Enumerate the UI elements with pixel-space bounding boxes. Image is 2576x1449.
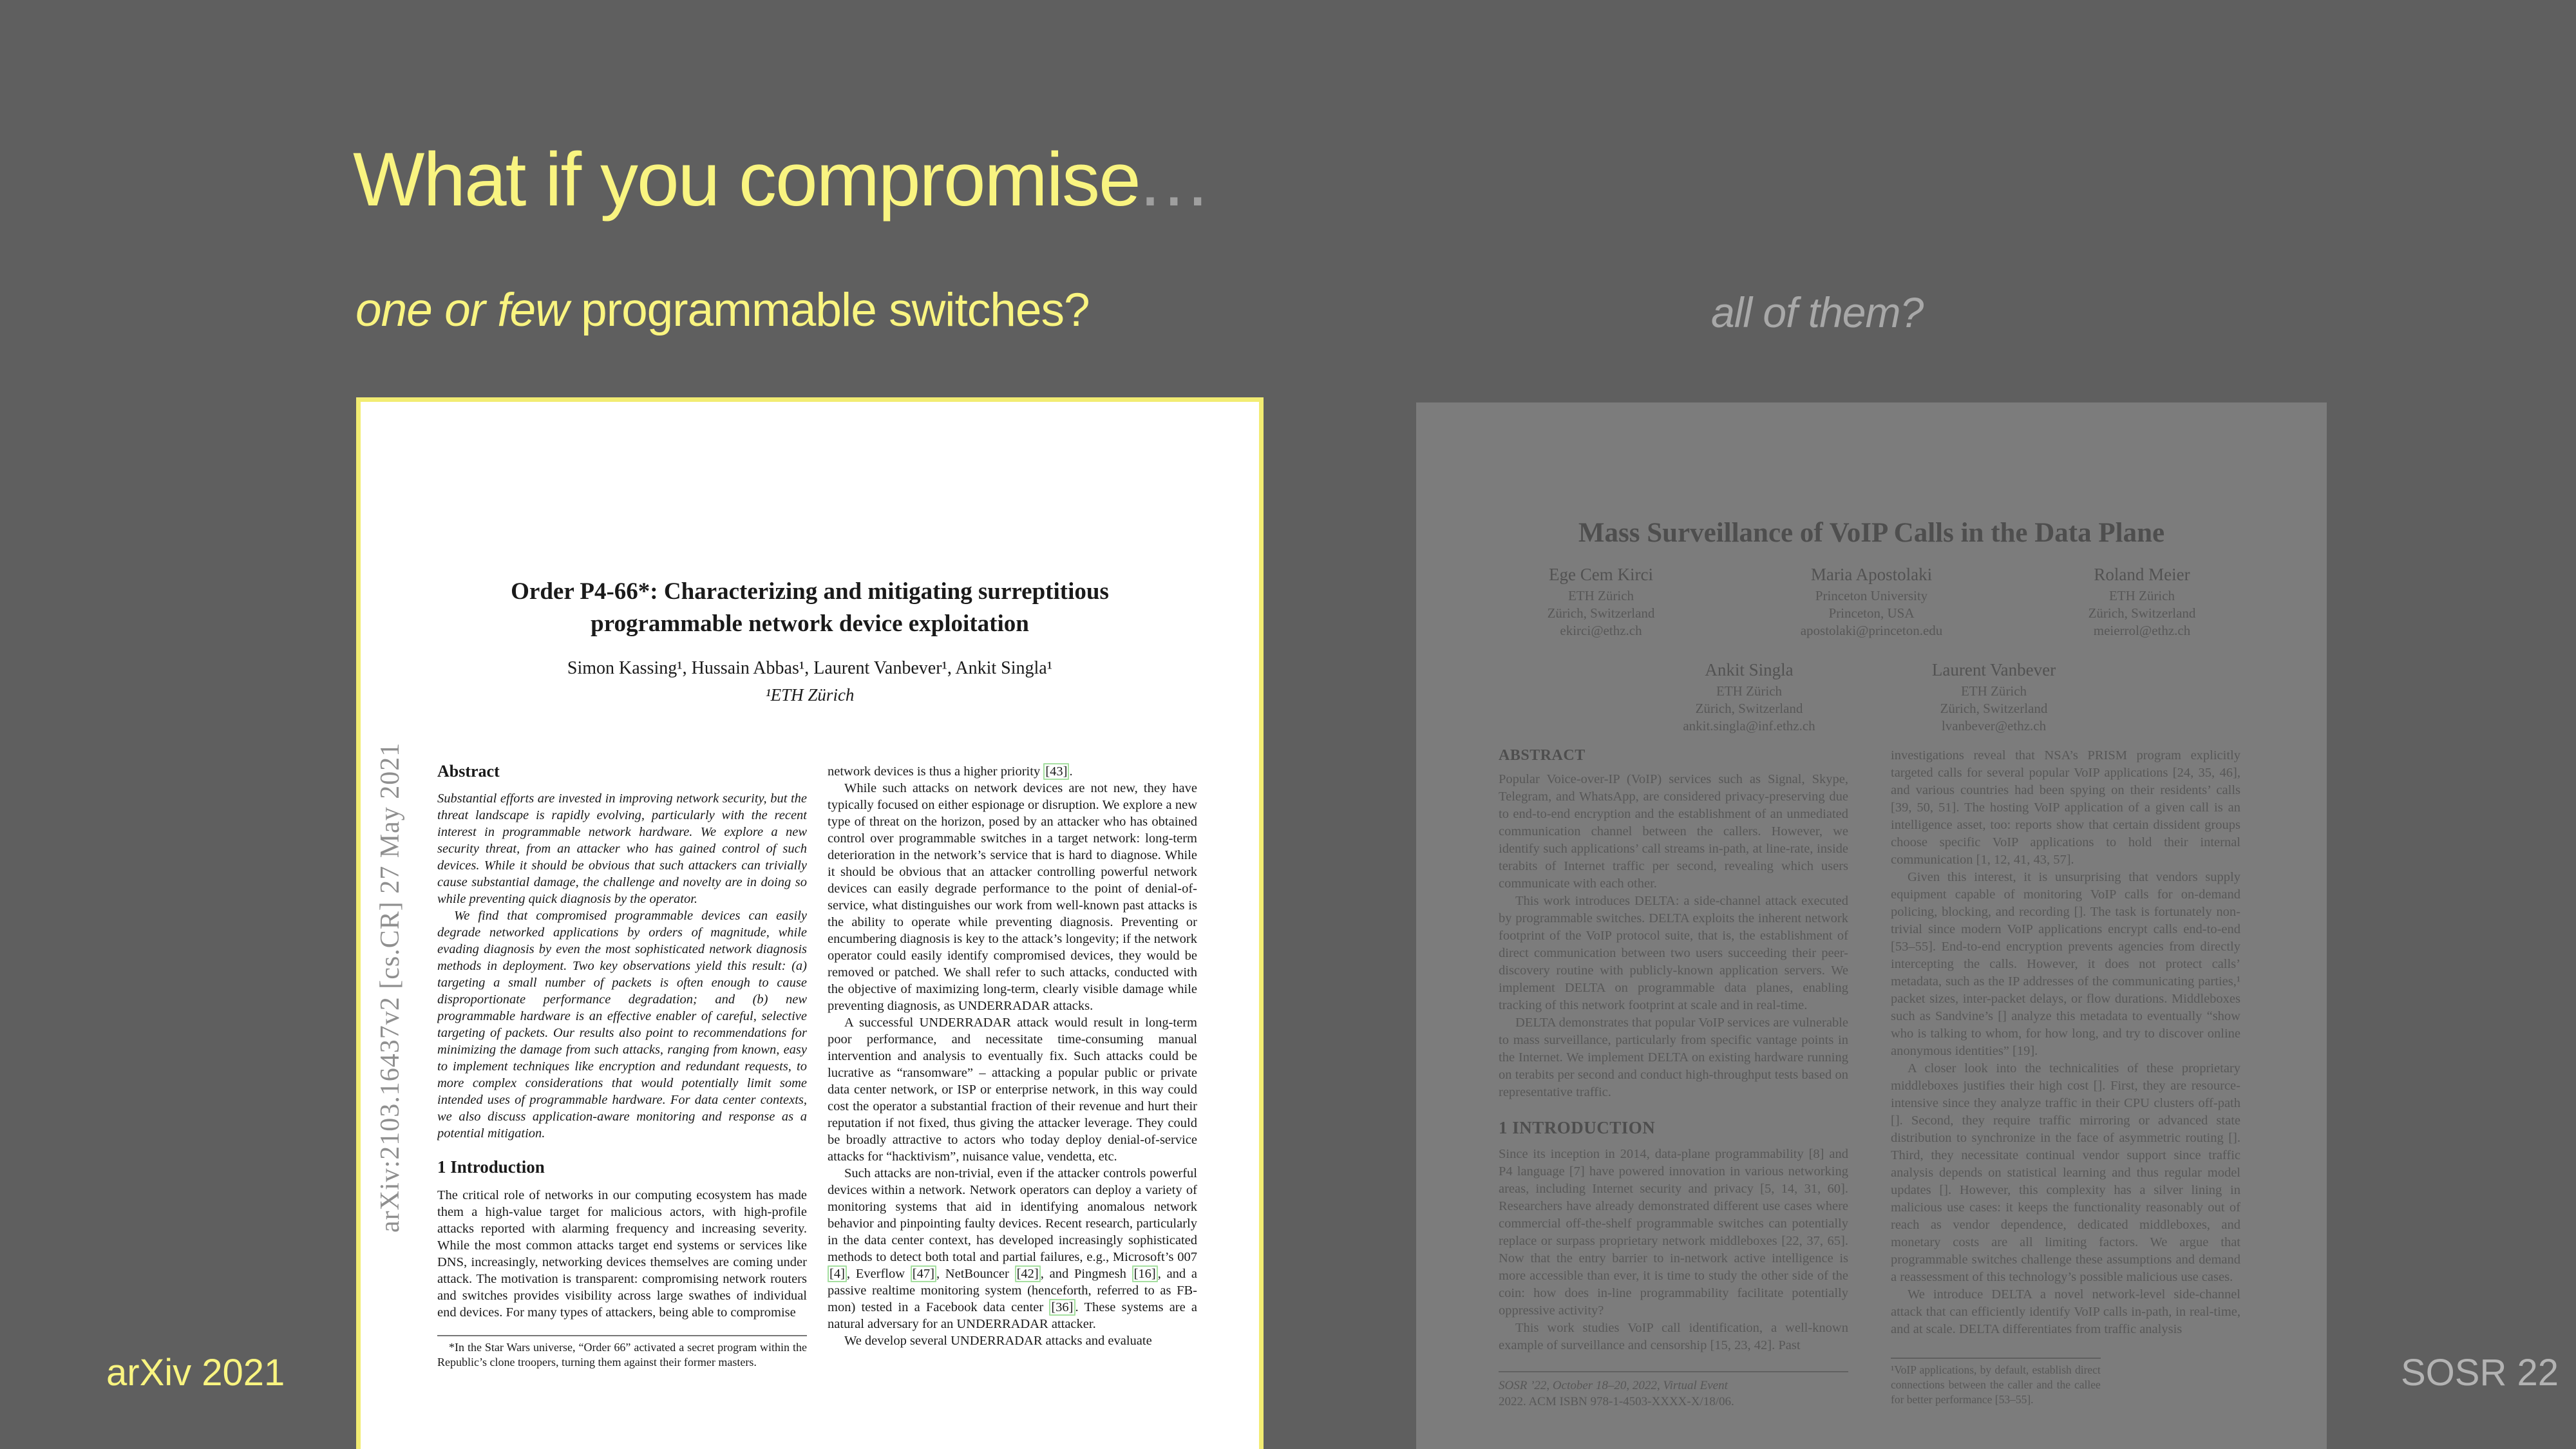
author-block [1675, 660, 1823, 735]
subtitle-left-emphasis: one or few [355, 284, 569, 336]
author-email: apostolaki@princeton.edu [1800, 623, 1943, 638]
author-name: Laurent Vanbever [1931, 660, 2056, 679]
abstract-paragraph: DELTA demonstrates that popular VoIP services are vulnerable to mass surveillance, particularly from specific vantage points in the Internet. We implement DELTA on existing hardware running on terabits per second and conduct high-throughput tests based on representative traffic. [1499, 1016, 1848, 1099]
slide-title-ellipsis: ... [1139, 137, 1211, 222]
abstract-paragraph: We find that compromised programmable devices can easily degrade networked applications by orders of magnitude, while evading diagnosis by even the most sophisticated network diagnosis methods in deployment. Two key observations yield this result: (a) targeting a small number of packets is often enough to cause disproportionate performance degradation; and (b) new programmable hardware is an effective enabler of careful, selective targeting of packets. Our results also point to recommendations for minimizing the damage from such attacks, ranging from known, easy to implement techniques like encryption and redundant requests, to more complex considerations that would potentially limit some intended uses of programmable hardware. For data center contexts, we also discuss application-aware monitoring and response as a potential mitigation. [437, 909, 807, 1141]
author-email: lvanbever@ethz.ch [1941, 718, 2047, 734]
body-paragraph: Given this interest, it is unsurprising that vendors supply equipment capable of monitoring VoIP calls for on-demand policing, blocking, and recording []. The task is fortunately non-trivial since modern VoIP applications encrypt calls end-to-end [53–55]. End-to-end encryption prevents agencies from directly intercepting the calls. However, it does not protect calls’ metadata, such as the IP addresses of the communicating parties,¹ packet sizes, inter-packet delays, or flow durations. Middleboxes such as Sandvine’s [] analyze this metadata to eventually “show who is talking to whom, for how long, and try to discover online anonymous identities” [19]. [1891, 870, 2240, 1058]
author-block [1920, 660, 2068, 735]
authors-row-2 [1416, 660, 2327, 735]
introduction-heading: 1 Introduction [437, 1157, 545, 1177]
abstract-paragraph: Popular Voice-over-IP (VoIP) services such as Signal, Skype, Telegram, and WhatsApp, are considered privacy-preserving due to end-to-end encryption and the establishment of an unmediated communication channel between the callers. However, we identify such applications’ call streams in-path, at line-rate, inside terabits of Internet traffic per second, revealing which users communicate with each other. [1499, 772, 1848, 891]
author-city: Zürich, Switzerland [2088, 605, 2196, 621]
body-paragraph: Such attacks are non-trivial, even if the attacker controls powerful devices within a network. Network operators can deploy a variety of monitoring systems that aid in identifying anomalous network behavior and pinpointing faulty devices. Recent research, particularly in the data center context, has developed increasingly sophisticated methods to detect both total and partial failures, e.g., Microsoft’s 007 [4] , Everflow [47] , NetBouncer [42] , and Pingmesh [16] , and a passive realtime monitoring system (henceforth, referred to as FB-mon) tested in a Facebook data center [36] . These systems are a natural adversary for an UNDERRADAR attacker. [828, 1166, 1197, 1331]
author-name: Maria Apostolaki [1810, 565, 1933, 584]
author-email: meierrol@ethz.ch [2093, 623, 2191, 638]
venue-label-arxiv: arXiv 2021 [106, 1352, 285, 1394]
slide-title-text: What if you compromise [353, 137, 1140, 222]
paper-footnote: ¹VoIP applications, by default, establish direct connections between the caller and the callee for better performance [53–55]. [1891, 1358, 2101, 1407]
author-affiliation: Princeton University [1815, 588, 1928, 603]
body-paragraph: We develop several UNDERRADAR attacks and evaluate [844, 1334, 1152, 1348]
subtitle-left [355, 283, 1090, 337]
subtitle-right-text: all of them? [1711, 289, 1924, 336]
paper-title: Mass Surveillance of VoIP Calls in the Data Plane [1578, 518, 2165, 548]
author-block [1527, 565, 1675, 639]
author-affiliation: ETH Zürich [2108, 588, 2175, 603]
abstract-paragraph: This work introduces DELTA: a side-channel attack executed by programmable switches. DELTA exploits the inherent network footprint of the VoIP protocol suite, that is, the establishment of direct communication between two users succeeding their peer-discovery routine with publicly-known application servers. We implement DELTA on programmable data planes, enabling tracking of this network footprint at scale and in real-time. [1499, 894, 1848, 1012]
author-city: Zürich, Switzerland [1695, 701, 1803, 716]
body-paragraph: A successful UNDERRADAR attack would result in long-term poor performance, and necessitate time-consuming manual intervention and analysis to eventually fix. Such attacks could be lucrative as “ransomware” – attacking a popular public or private data center network, or ISP or enterprise network, in this way could cost the operator a substantial fraction of their revenue and hurt their reputation if not fixed, thus giving the attacker leverage. They could be broadly attractive to actors who today deploy denial-of-service attacks for “hacktivism”, nuisance value, vendetta, etc. [828, 1016, 1197, 1164]
body-paragraph: Since its inception in 2014, data-plane programmability [8] and P4 language [7] have powered innovation in various networking areas, including Internet security and privacy [5, 14, 31, 60]. Researchers have already demonstrated different use cases where commercial off-the-shelf programmable switches can potentially replace or surpass proprietary network middleboxes [22, 37, 65]. Now that the entry barrier to in-network active intelligence is more accessible than ever, it is time to study the other side of the coin: how does in-line programmability facilitate potentially oppressive activity? [1499, 1147, 1848, 1318]
author-city: Zürich, Switzerland [1547, 605, 1655, 621]
body-paragraph: The critical role of networks in our computing ecosystem has made them a high-value target for malicious actors, with high-profile attacks reported with alarming frequency and increasing severity. While the most common attacks target end systems or services like DNS, increasingly, networking devices themselves are coming under attack. The motivation is transparent: compromising network routers and switches provides visibility across large swathes of individual end devices. For many types of attackers, being able to compromise [437, 1188, 807, 1320]
author-affiliation: ETH Zürich [1716, 683, 1783, 699]
author-city: Princeton, USA [1828, 605, 1915, 621]
author-affiliation: ETH Zürich [1567, 588, 1634, 603]
author-block [2068, 565, 2216, 639]
paper-title: Order P4-66*: Characterizing and mitigating surreptitious programmable network device exploitation [511, 578, 1109, 637]
paper-footnote: *In the Star Wars universe, “Order 66” activated a secret program within the Republic’s clone troopers, turning them against their former masters. [437, 1335, 807, 1370]
subtitle-right [1711, 288, 1923, 337]
body-paragraph: We introduce DELTA a novel network-level side-channel attack that can efficiently identify VoIP calls in-path, in real-time, and at scale. DELTA differentiates from traffic analysis [1891, 1287, 2240, 1336]
venue-line: SOSR ’22, October 18–20, 2022, Virtual Event [1499, 1379, 1728, 1392]
paper-copyright-block [1499, 1371, 1848, 1410]
author-name: Ege Cem Kirci [1549, 565, 1653, 584]
authors-row-1 [1416, 565, 2327, 639]
abstract-heading: ABSTRACT [1499, 747, 1586, 764]
arxiv-stamp: arXiv:2103.16437v2 [cs.CR] 27 May 2021 [375, 742, 405, 1233]
author-name: Roland Meier [2094, 565, 2190, 584]
paper-column-right [1891, 747, 2240, 1449]
paper-column-right [828, 763, 1197, 1449]
author-name: Ankit Singla [1705, 660, 1794, 679]
body-paragraph: While such attacks on network devices are not new, they have typically focused on either espionage or disruption. We explore a new type of threat on the horizon, posed by an attacker who has obtained control over programmable switches in a target network: long-term deterioration in the network’s service that is hard to diagnose. While it should be obvious that an attacker controlling powerful network devices can easily degrade performance to the point of denial-of-service, what distinguishes our work from well-known past attacks is the ability to operate while preventing diagnosis. Preventing or encumbering diagnosis is key to the attack’s longevity; if the network operator could easily identify compromised devices, they would be removed or patched. We shall refer to such attacks, conducted with the objective of maximizing long-term, clearly visible damage while preventing diagnosis, as UNDERRADAR attacks. [828, 781, 1197, 1013]
abstract-heading: Abstract [437, 763, 500, 781]
paper-column-left [1499, 747, 1848, 1449]
author-block [1797, 565, 1946, 639]
author-email: ankit.singla@inf.ethz.ch [1683, 718, 1815, 734]
author-city: Zürich, Switzerland [1940, 701, 2048, 716]
paper-column-left [437, 763, 807, 1449]
author-email: ekirci@ethz.ch [1560, 623, 1642, 638]
paper-thumbnail-sosr [1416, 402, 2327, 1449]
venue-label-sosr: SOSR 22 [2401, 1352, 2559, 1394]
body-paragraph: network devices is thus a higher priority [43] . [828, 764, 1073, 779]
paper-authors: Simon Kassing¹, Hussain Abbas¹, Laurent Vanbever¹, Ankit Singla¹ [567, 658, 1053, 678]
paper-thumbnail-arxiv [356, 397, 1264, 1449]
author-affiliation: ETH Zürich [1960, 683, 2027, 699]
paper-affiliation: ¹ETH Zürich [765, 685, 855, 705]
body-paragraph: This work studies VoIP call identification, a well-known example of surveillance and censorship [15, 23, 42]. Past [1499, 1321, 1848, 1352]
body-paragraph: investigations reveal that NSA’s PRISM program explicitly targeted calls for several popular VoIP applications [24, 35, 46], and various countries had been spying on their residents’ calls [39, 50, 51]. The hosting VoIP application of a given call is an intelligence asset, too: reports show that certain dissident groups choose specific VoIP applications to hold their internal communication [1, 12, 41, 43, 57]. [1891, 748, 2240, 867]
introduction-heading: 1 INTRODUCTION [1499, 1118, 1656, 1137]
isbn-line: 2022. ACM ISBN 978-1-4503-XXXX-X/18/06. [1499, 1395, 1734, 1408]
slide-title [353, 137, 1211, 222]
subtitle-left-rest: programmable switches? [568, 284, 1090, 336]
body-paragraph: A closer look into the technicalities of these proprietary middleboxes justifies their high cost []. First, they are resource-intensive since they analyze traffic in their CPU clusters off-path []. Second, they require traffic mirroring or advanced state distribution to synchronize in the face of asymmetric routing []. Third, they necessitate continual vendor support since traffic analysis depends on statistical learning and thus regular model updates []. However, this complexity has a silver lining in malicious use cases: it keeps the functionality reasonably out of reach as vendor dependence, dedicated middleboxes, and monetary costs are all limiting factors. We argue that programmable switches challenge these assumptions and demand a reassessment of this technology’s possible malicious use cases. [1891, 1061, 2240, 1284]
abstract-paragraph: Substantial efforts are invested in improving network security, but the threat landscape is rapidly evolving, particularly with the recent interest in programmable network hardware. We explore a new security threat, from an attacker who has gained control of such devices. While it should be obvious that such attackers can trivially cause substantial damage, the challenge and novelty are in doing so while preventing quick diagnosis by the operator. [437, 791, 807, 906]
